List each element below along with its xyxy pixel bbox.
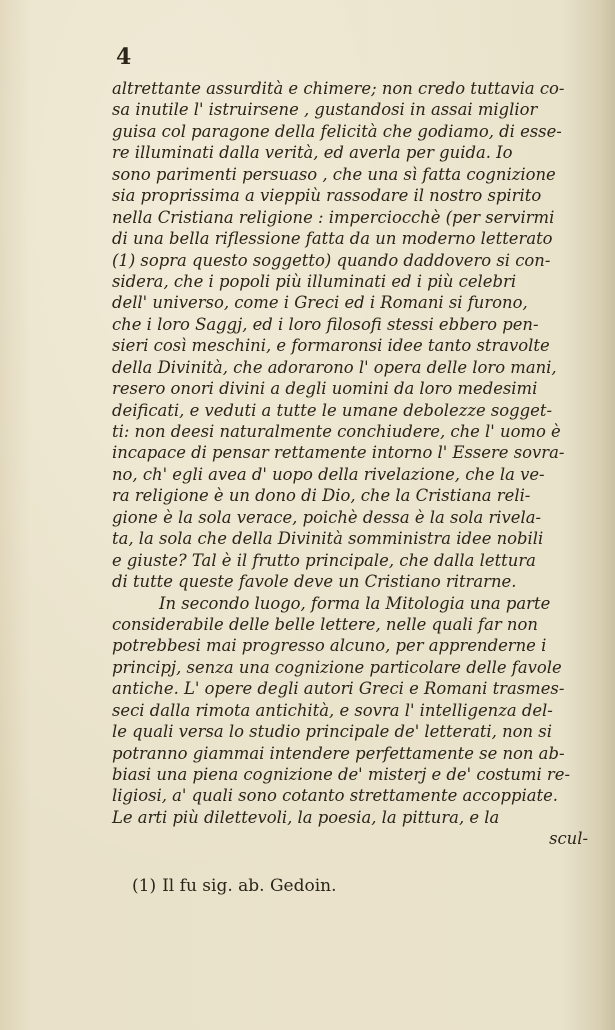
text-line: (1) sopra questo soggetto) quando daddovero si con- [112, 250, 551, 270]
footnote-text: Il fu sig. ab. Gedoin. [162, 876, 337, 896]
text-line: principj, senza una cognizione particolare delle favole [112, 657, 562, 677]
text-line: di tutte queste favole deve un Cristiano ritrarne. [112, 572, 517, 592]
text-line: ta, la sola che della Divinità somministra idee nobili [112, 529, 544, 549]
text-line: ligiosi, a' quali sono cotanto strettamente accoppiate. [112, 786, 558, 806]
text-line: incapace di pensar rettamente intorno l' Essere sovra- [112, 443, 565, 463]
text-line: resero onori divini a degli uomini da loro medesimi [112, 379, 538, 399]
text-line: potranno giammai intendere perfettamente se non ab- [112, 743, 565, 763]
text-line: nella Cristiana religione : imperciocchè (per servirmi [112, 207, 555, 227]
text-line: Le arti più dilettevoli, la poesia, la pittura, e la [112, 807, 500, 827]
footnote-marker: (1) [132, 876, 157, 896]
text-line: sa inutile l' istruirsene , gustandosi in assai miglior [112, 100, 538, 120]
text-line: ra religione è un dono di Dio, che la Cristiana reli- [112, 486, 531, 506]
text-line: dell' universo, come i Greci ed i Romani si furono, [112, 293, 528, 313]
text-line: gione è la sola verace, poichè dessa è la sola rivela- [112, 507, 542, 527]
text-line: antiche. L' opere degli autori Greci e Romani trasmes- [112, 679, 565, 699]
text-line: deificati, e veduti a tutte le umane debolezze sogget- [112, 400, 552, 420]
text-line: di una bella riflessione fatta da un moderno letterato [112, 229, 553, 249]
text-line: sidera, che i popoli più illuminati ed i più celebri [112, 271, 517, 291]
text-line: guisa col paragone della felicità che godiamo, di esse- [112, 121, 562, 141]
text-line: considerabile delle belle lettere, nelle quali far non [112, 614, 538, 634]
text-line: potrebbesi mai progresso alcuno, per apprenderne i [112, 636, 547, 656]
text-line: e giuste? Tal è il frutto principale, che dalla lettura [112, 550, 536, 570]
text-line: no, ch' egli avea d' uopo della rivelazione, che la ve- [112, 464, 545, 484]
text-line: che i loro Saggj, ed i loro filosofi stessi ebbero pen- [112, 314, 539, 334]
text-line: re illuminati dalla verità, ed averla per guida. Io [112, 143, 513, 163]
text-line: biasi una piena cognizione de' misterj e de' costumi re- [112, 765, 570, 784]
paragraph-start-line: In secondo luogo, forma la Mitologia una parte [159, 593, 551, 613]
catchword: scul- [549, 829, 588, 849]
text-line: le quali versa lo studio principale de' letterati, non si [112, 722, 552, 742]
page-number: 4 [116, 44, 132, 70]
text-line: sieri così meschini, e formaronsi idee tanto stravolte [112, 336, 550, 356]
text-line: seci dalla rimota antichità, e sovra l' intelligenza del- [112, 700, 553, 720]
text-line: ti: non deesi naturalmente conchiudere, che l' uomo è [112, 422, 561, 441]
text-line: sono parimenti persuaso , che una sì fatta cognizione [112, 164, 556, 184]
text-line: altrettante assurdità e chimere; non credo tuttavia co- [112, 79, 565, 98]
text-line: della Divinità, che adorarono l' opera delle loro mani, [112, 357, 557, 377]
text-line: sia proprissima a vieppiù rassodare il nostro spirito [112, 186, 542, 206]
footnote [132, 876, 337, 896]
body-text [112, 78, 588, 850]
